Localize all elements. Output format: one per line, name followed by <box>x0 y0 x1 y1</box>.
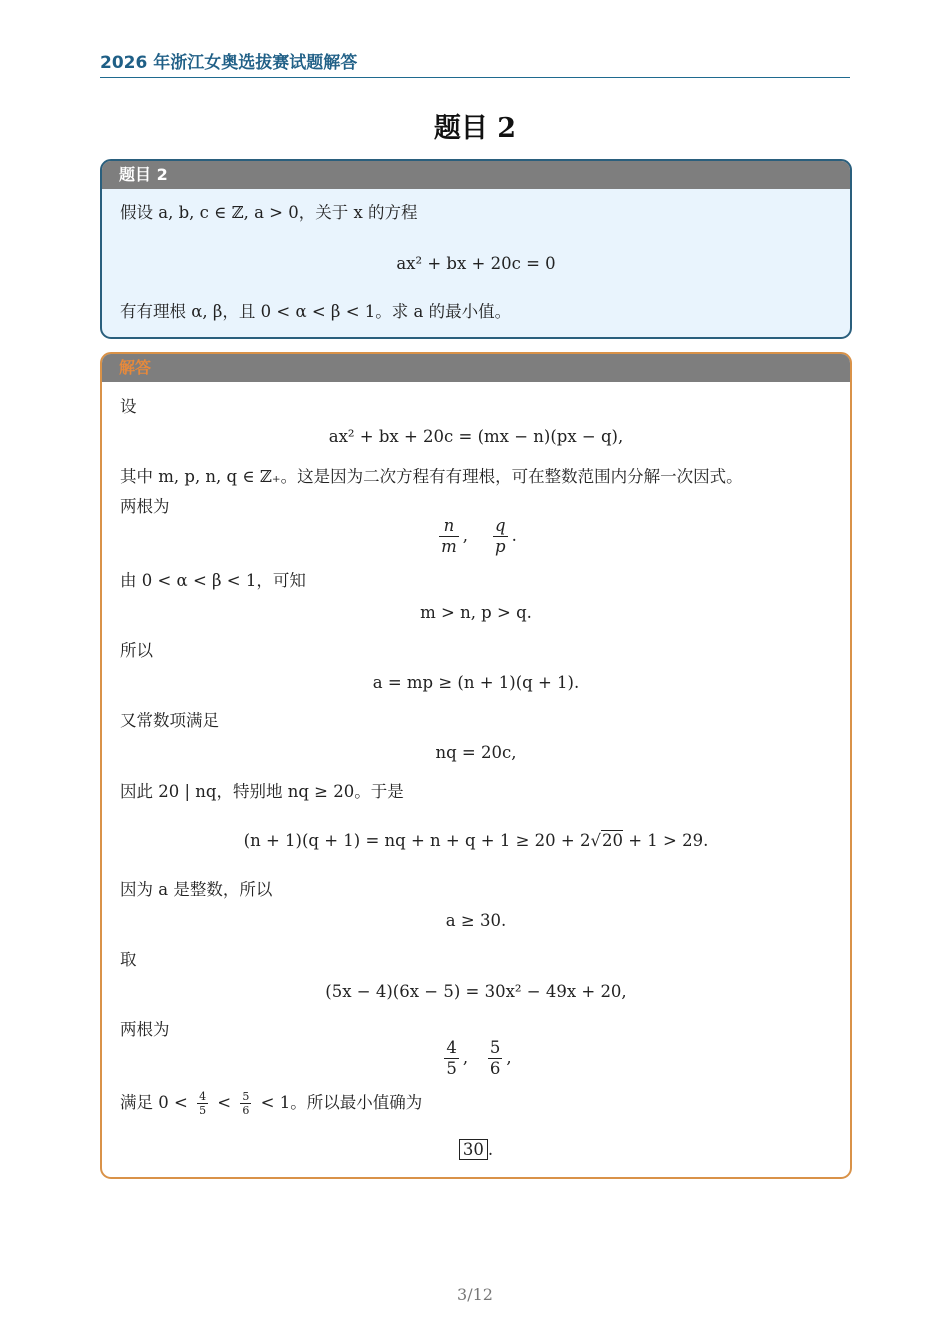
solution-box <box>100 352 852 1179</box>
problem-equation: ax² + bx + 20c = 0 <box>396 254 556 273</box>
page-number: 3/12 <box>457 1285 493 1304</box>
problem-statement-line-2: 有有理根 α, β，且 0 < α < β < 1。求 a 的最小值。 <box>120 302 512 321</box>
problem-statement-line-1: 假设 a, b, c ∈ ℤ, a > 0，关于 x 的方程 <box>120 203 418 222</box>
roots-fractions-1: $\frac{n}{m}$ , $\frac{q}{p}$ . <box>441 516 517 556</box>
solution-text-10: 两根为 <box>120 1020 170 1039</box>
fraction-5-over-6: $\frac{5}{6}$ <box>489 1038 501 1078</box>
solution-equation-1: ax² + bx + 20c = (mx − n)(px − q), <box>328 427 624 446</box>
roots-fractions-2: $\frac{4}{5}$ , $\frac{5}{6}$ , <box>446 1038 512 1078</box>
solution-equation-2: m > n, p > q. <box>420 603 532 622</box>
solution-text-9: 取 <box>120 950 137 969</box>
solution-text-5: 所以 <box>120 641 153 660</box>
solution-equation-7: (5x − 4)(6x − 5) = 30x² − 49x + 20, <box>325 982 627 1001</box>
inline-fraction-5-over-6: $\frac{5}{6}$ <box>242 1090 250 1118</box>
solution-text-8: 因为 a 是整数，所以 <box>120 880 273 899</box>
solution-label: 解答 <box>102 354 850 382</box>
boxed-answer: 30 <box>459 1139 488 1160</box>
problem-box <box>100 159 852 339</box>
problem-label: 题目 2 <box>102 161 850 189</box>
running-header <box>100 50 850 78</box>
solution-equation-6: a ≥ 30. <box>445 911 507 930</box>
fraction-4-over-5: $\frac{4}{5}$ <box>446 1038 457 1078</box>
final-answer: 30 . <box>102 1139 850 1161</box>
header-title: 2026 年浙江女奥选拔赛试题解答 <box>100 53 358 73</box>
solution-text-3: 两根为 <box>120 497 170 516</box>
solution-text-2: 其中 m, p, n, q ∈ ℤ₊。这是因为二次方程有有理根，可在整数范围内分解一次因式。 <box>120 467 743 486</box>
solution-text-1: 设 <box>120 397 137 416</box>
solution-text-4: 由 0 < α < β < 1，可知 <box>120 571 306 590</box>
inline-fraction-4-over-5: $\frac{4}{5}$ <box>199 1090 207 1118</box>
fraction-q-over-p: $\frac{q}{p}$ <box>495 516 506 556</box>
solution-equation-4: nq = 20c, <box>435 743 517 762</box>
solution-text-7: 因此 20 | nq，特别地 nq ≥ 20。于是 <box>120 782 404 801</box>
solution-equation-3: a = mp ≥ (n + 1)(q + 1). <box>372 673 580 692</box>
solution-text-6: 又常数项满足 <box>120 711 219 730</box>
page-title: 题目 2 <box>433 113 517 144</box>
solution-equation-5: (n + 1)(q + 1) = nq + n + q + 1 ≥ 20 + 2√20 + 1 > 29. <box>243 831 709 850</box>
fraction-n-over-m: $\frac{n}{m}$ <box>441 516 457 556</box>
solution-text-11: 满足 0 < $\frac{4}{5}$ < $\frac{5}{6}$ < 1。所以最小值确为 <box>120 1090 423 1118</box>
